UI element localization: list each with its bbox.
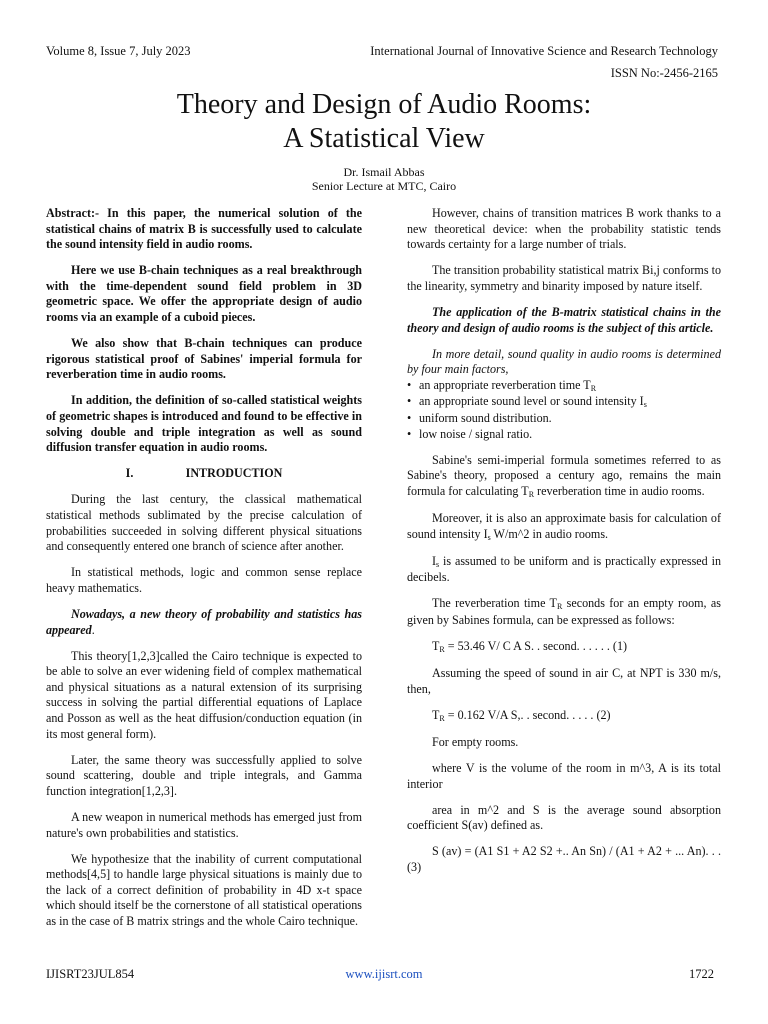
emphasis-text: Nowadays, a new theory of probability and statistics has appeared <box>46 606 362 637</box>
right-column <box>407 206 721 886</box>
left-column <box>46 206 362 940</box>
equation-2 <box>407 708 721 725</box>
body-paragraph: where V is the volume of the room in m^3, A is its total interior <box>407 761 721 791</box>
equation-1 <box>407 639 721 656</box>
text-run: The reverberation time T <box>432 596 557 611</box>
subscript: R <box>439 645 445 655</box>
subscript: s <box>436 559 440 569</box>
abstract-paragraph: Abstract:- In this paper, the numerical solution of the statistical chains of matrix B is successfully used to calculate the sound intensity field in audio rooms. <box>46 206 362 252</box>
list-item-text: uniform sound distribution. <box>419 411 552 426</box>
abstract-paragraph: In addition, the definition of so-called statistical weights of geometric shapes is introduced and found to be effective in solving double and triple integration as well as sound diffusion transfer equation in audio rooms. <box>46 393 362 455</box>
body-paragraph: During the last century, the classical mathematical statistical methods sublimated by the precise calculation of probabilities succeeded in solving different physical situations and consequently entered one branch of science after another. <box>46 492 362 554</box>
text-run: is assumed to be uniform and is practically expressed in decibels. <box>407 553 721 585</box>
list-item <box>407 394 721 411</box>
subscript: R <box>556 602 563 612</box>
bullet-icon: • <box>407 377 412 392</box>
section-number: I. <box>125 466 134 481</box>
journal-website-link[interactable]: www.ijisrt.com <box>345 967 423 981</box>
bullet-icon: • <box>407 394 412 409</box>
paper-title-line-2: A Statistical View <box>283 123 485 154</box>
text-run: I <box>432 553 437 568</box>
bullet-icon: • <box>407 426 412 441</box>
journal-name: International Journal of Innovative Science and Research Technology <box>370 44 718 58</box>
subscript: s <box>487 532 491 542</box>
body-paragraph <box>46 607 362 638</box>
factors-list <box>407 378 721 442</box>
text-run: Sabine's semi-imperial formula sometimes referred to as Sabine's theory, proposed a century ago, remains the main formula for calculating T <box>407 452 721 498</box>
list-item-text: low noise / signal ratio. <box>419 426 533 441</box>
article-id: IJISRT23JUL854 <box>46 967 135 981</box>
text-run: W/m^2 in audio rooms. <box>490 526 609 541</box>
issn-label: ISSN No:-2456-2165 <box>610 66 718 80</box>
body-paragraph: In more detail, sound quality in audio rooms is determined by four main factors, <box>407 346 721 377</box>
author-affiliation: Senior Lecture at MTC, Cairo <box>311 179 457 193</box>
paper-title-line-1: Theory and Design of Audio Rooms: <box>176 89 592 120</box>
section-heading <box>46 466 362 482</box>
subscript: R <box>528 489 535 499</box>
body-paragraph: For empty rooms. <box>432 734 519 749</box>
list-item <box>407 378 721 395</box>
body-paragraph <box>407 596 721 628</box>
body-paragraph: Assuming the speed of sound in air C, at NPT is 330 m/s, then, <box>407 666 721 696</box>
body-paragraph: The application of the B-matrix statistical chains in the theory and design of audio rooms is the subject of this article. <box>407 304 721 335</box>
subscript: R <box>439 713 445 723</box>
text-run: T <box>432 639 440 654</box>
body-paragraph: Later, the same theory was successfully applied to solve sound scattering, double and triple integrals, and Gamma function integration[1,2,3]. <box>46 752 362 798</box>
text-run: seconds for an empty room, as given by Sabines formula, can be expressed as follows: <box>407 596 721 627</box>
bullet-icon: • <box>407 411 412 426</box>
punctuation: . <box>91 622 95 637</box>
text-run: reverberation time in audio rooms. <box>534 483 705 498</box>
equation-3: S (av) = (A1 S1 + A2 S2 +.. An Sn) / (A1 + A2 + ... An). . . (3) <box>407 844 721 874</box>
page-number: 1722 <box>689 967 714 981</box>
body-paragraph: However, chains of transition matrices B work thanks to a new theoretical device: when the probability statistic tends towards certainty for a large number of trials. <box>407 206 721 252</box>
list-item <box>407 411 721 427</box>
body-paragraph <box>407 511 721 543</box>
subscript: s <box>643 400 647 410</box>
list-item-text: an appropriate reverberation time T <box>419 377 591 392</box>
author-name: Dr. Ismail Abbas <box>343 165 425 179</box>
body-paragraph: This theory[1,2,3]called the Cairo technique is expected to be able to solve an ever widening field of complex mathematical and physical situations as a natural extension of its surprising success in solving the partial differential equations of Laplace and Posson as well as the heat diffusion/conduction equation (in its most general form). <box>46 648 362 741</box>
abstract-paragraph: We also show that B-chain techniques can produce rigorous statistical proof of Sabines' imperial formula for reverberation time in audio rooms. <box>46 336 362 382</box>
subscript: R <box>590 383 597 393</box>
text-run: T <box>432 707 440 722</box>
volume-issue-label: Volume 8, Issue 7, July 2023 <box>46 44 191 58</box>
list-item-text: an appropriate sound level or sound intensity I <box>419 394 644 409</box>
text-run: Moreover, it is also an approximate basis for calculation of sound intensity I <box>407 511 721 541</box>
body-paragraph: In statistical methods, logic and common sense replace heavy mathematics. <box>46 565 362 595</box>
text-run: = 53.46 V/ C A S. . second. . . . . . (1) <box>444 639 628 654</box>
body-paragraph: A new weapon in numerical methods has emerged just from nature's own probabilities and statistics. <box>46 810 362 840</box>
section-title: INTRODUCTION <box>185 466 283 481</box>
body-paragraph <box>407 554 721 586</box>
abstract-paragraph: Here we use B-chain techniques as a real breakthrough with the time-dependent sound field problem in 3D geometric space. We offer the appropriate design of audio rooms via an example of a cuboid pieces. <box>46 263 362 325</box>
list-item <box>407 427 721 443</box>
text-run: = 0.162 V/A S,. . second. . . . . (2) <box>444 707 611 722</box>
body-paragraph: The transition probability statistical matrix Bi,j conforms to the linearity, symmetry and binarity imposed by nature itself. <box>407 263 721 293</box>
body-paragraph <box>407 453 721 501</box>
body-paragraph: We hypothesize that the inability of current computational methods[4,5] to handle large physical situations is mainly due to the lack of a correct definition of probability in 4D x-t space which should itself be the cornerstone of all statistical operations as in the case of B matrix strings and the whole Cairo technique. <box>46 851 362 929</box>
body-paragraph: area in m^2 and S is the average sound absorption coefficient S(av) defined as. <box>407 802 721 833</box>
